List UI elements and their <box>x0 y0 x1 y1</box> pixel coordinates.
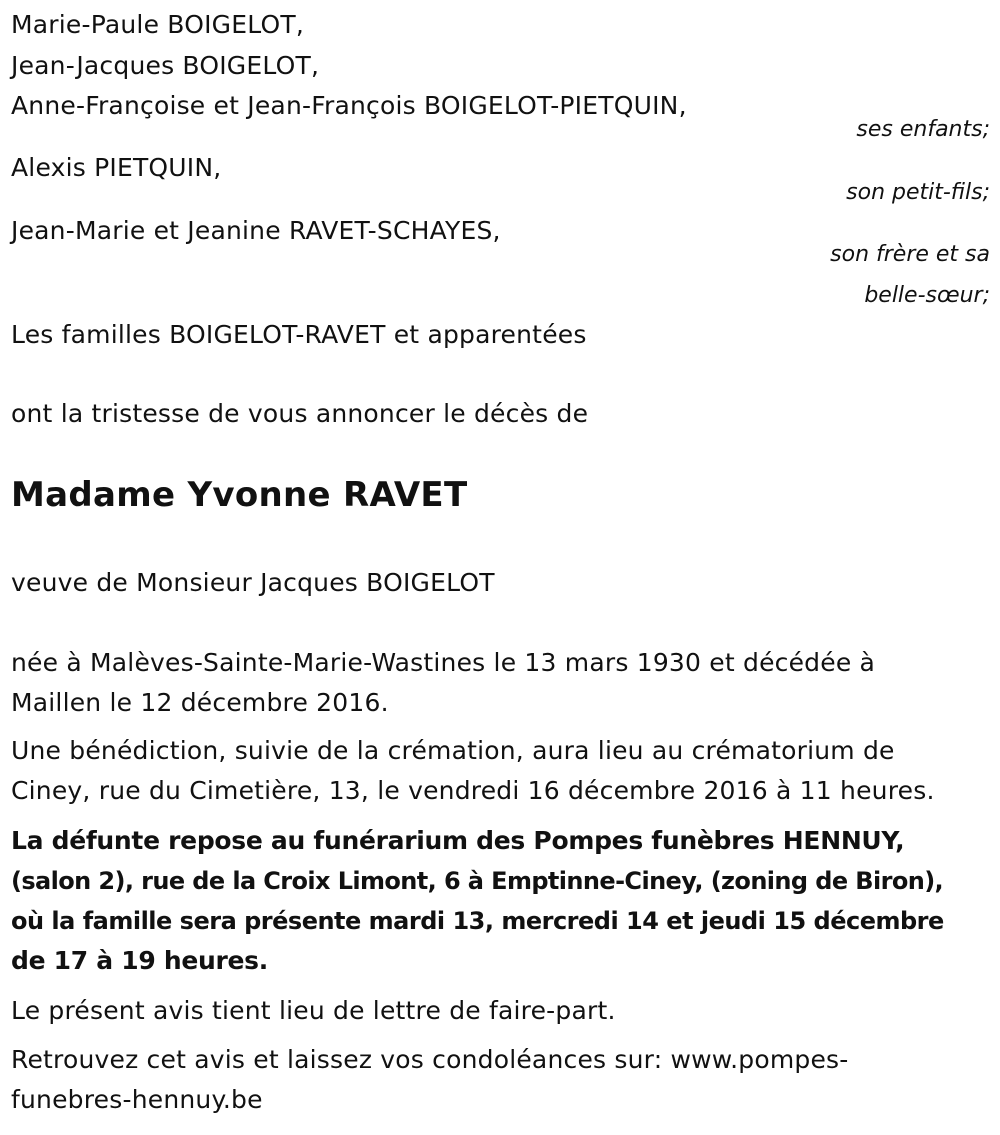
visitation-line: La défunte repose au funérarium des Pompes funèbres HENNUY, <box>11 826 905 855</box>
relationship-label-children: ses enfants; <box>856 117 990 142</box>
family-member-line: Jean-Marie et Jeanine RAVET-SCHAYES, <box>11 216 501 245</box>
visitation-line: (salon 2), rue de la Croix Limont, 6 à Emptinne-Ciney, (zoning de Biron), <box>11 867 944 895</box>
family-member-line: Marie-Paule BOIGELOT, <box>11 10 304 39</box>
visitation-line: où la famille sera présente mardi 13, mercredi 14 et jeudi 15 décembre <box>11 907 944 935</box>
birth-death-line: née à Malèves-Sainte-Marie-Wastines le 13 mars 1930 et décédée à <box>11 648 876 677</box>
family-member-line: Anne-Françoise et Jean-François BOIGELOT-PIETQUIN, <box>11 91 687 120</box>
condolences-website: funebres-hennuy.be <box>11 1085 263 1114</box>
announcement-intro: ont la tristesse de vous annoncer le décès de <box>11 399 589 428</box>
deceased-name: Madame Yvonne RAVET <box>11 475 468 515</box>
condolences-line: Retrouvez cet avis et laissez vos condoléances sur: www.pompes- <box>11 1045 849 1074</box>
relationship-label-sibling: son frère et sa <box>830 242 990 267</box>
family-member-line: Alexis PIETQUIN, <box>11 153 222 182</box>
families-line: Les familles BOIGELOT-RAVET et apparentées <box>11 320 587 349</box>
ceremony-line: Ciney, rue du Cimetière, 13, le vendredi 16 décembre 2016 à 11 heures. <box>11 776 935 805</box>
faire-part-notice: Le présent avis tient lieu de lettre de faire-part. <box>11 996 616 1025</box>
ceremony-line: Une bénédiction, suivie de la crémation, aura lieu au crématorium de <box>11 736 895 765</box>
relationship-label-sibling-in-law: belle-sœur; <box>864 283 990 308</box>
visitation-line: de 17 à 19 heures. <box>11 946 268 975</box>
relationship-label-grandson: son petit-fils; <box>846 180 990 205</box>
birth-death-line: Maillen le 12 décembre 2016. <box>11 688 389 717</box>
widow-of-line: veuve de Monsieur Jacques BOIGELOT <box>11 568 495 597</box>
family-member-line: Jean-Jacques BOIGELOT, <box>11 51 320 80</box>
